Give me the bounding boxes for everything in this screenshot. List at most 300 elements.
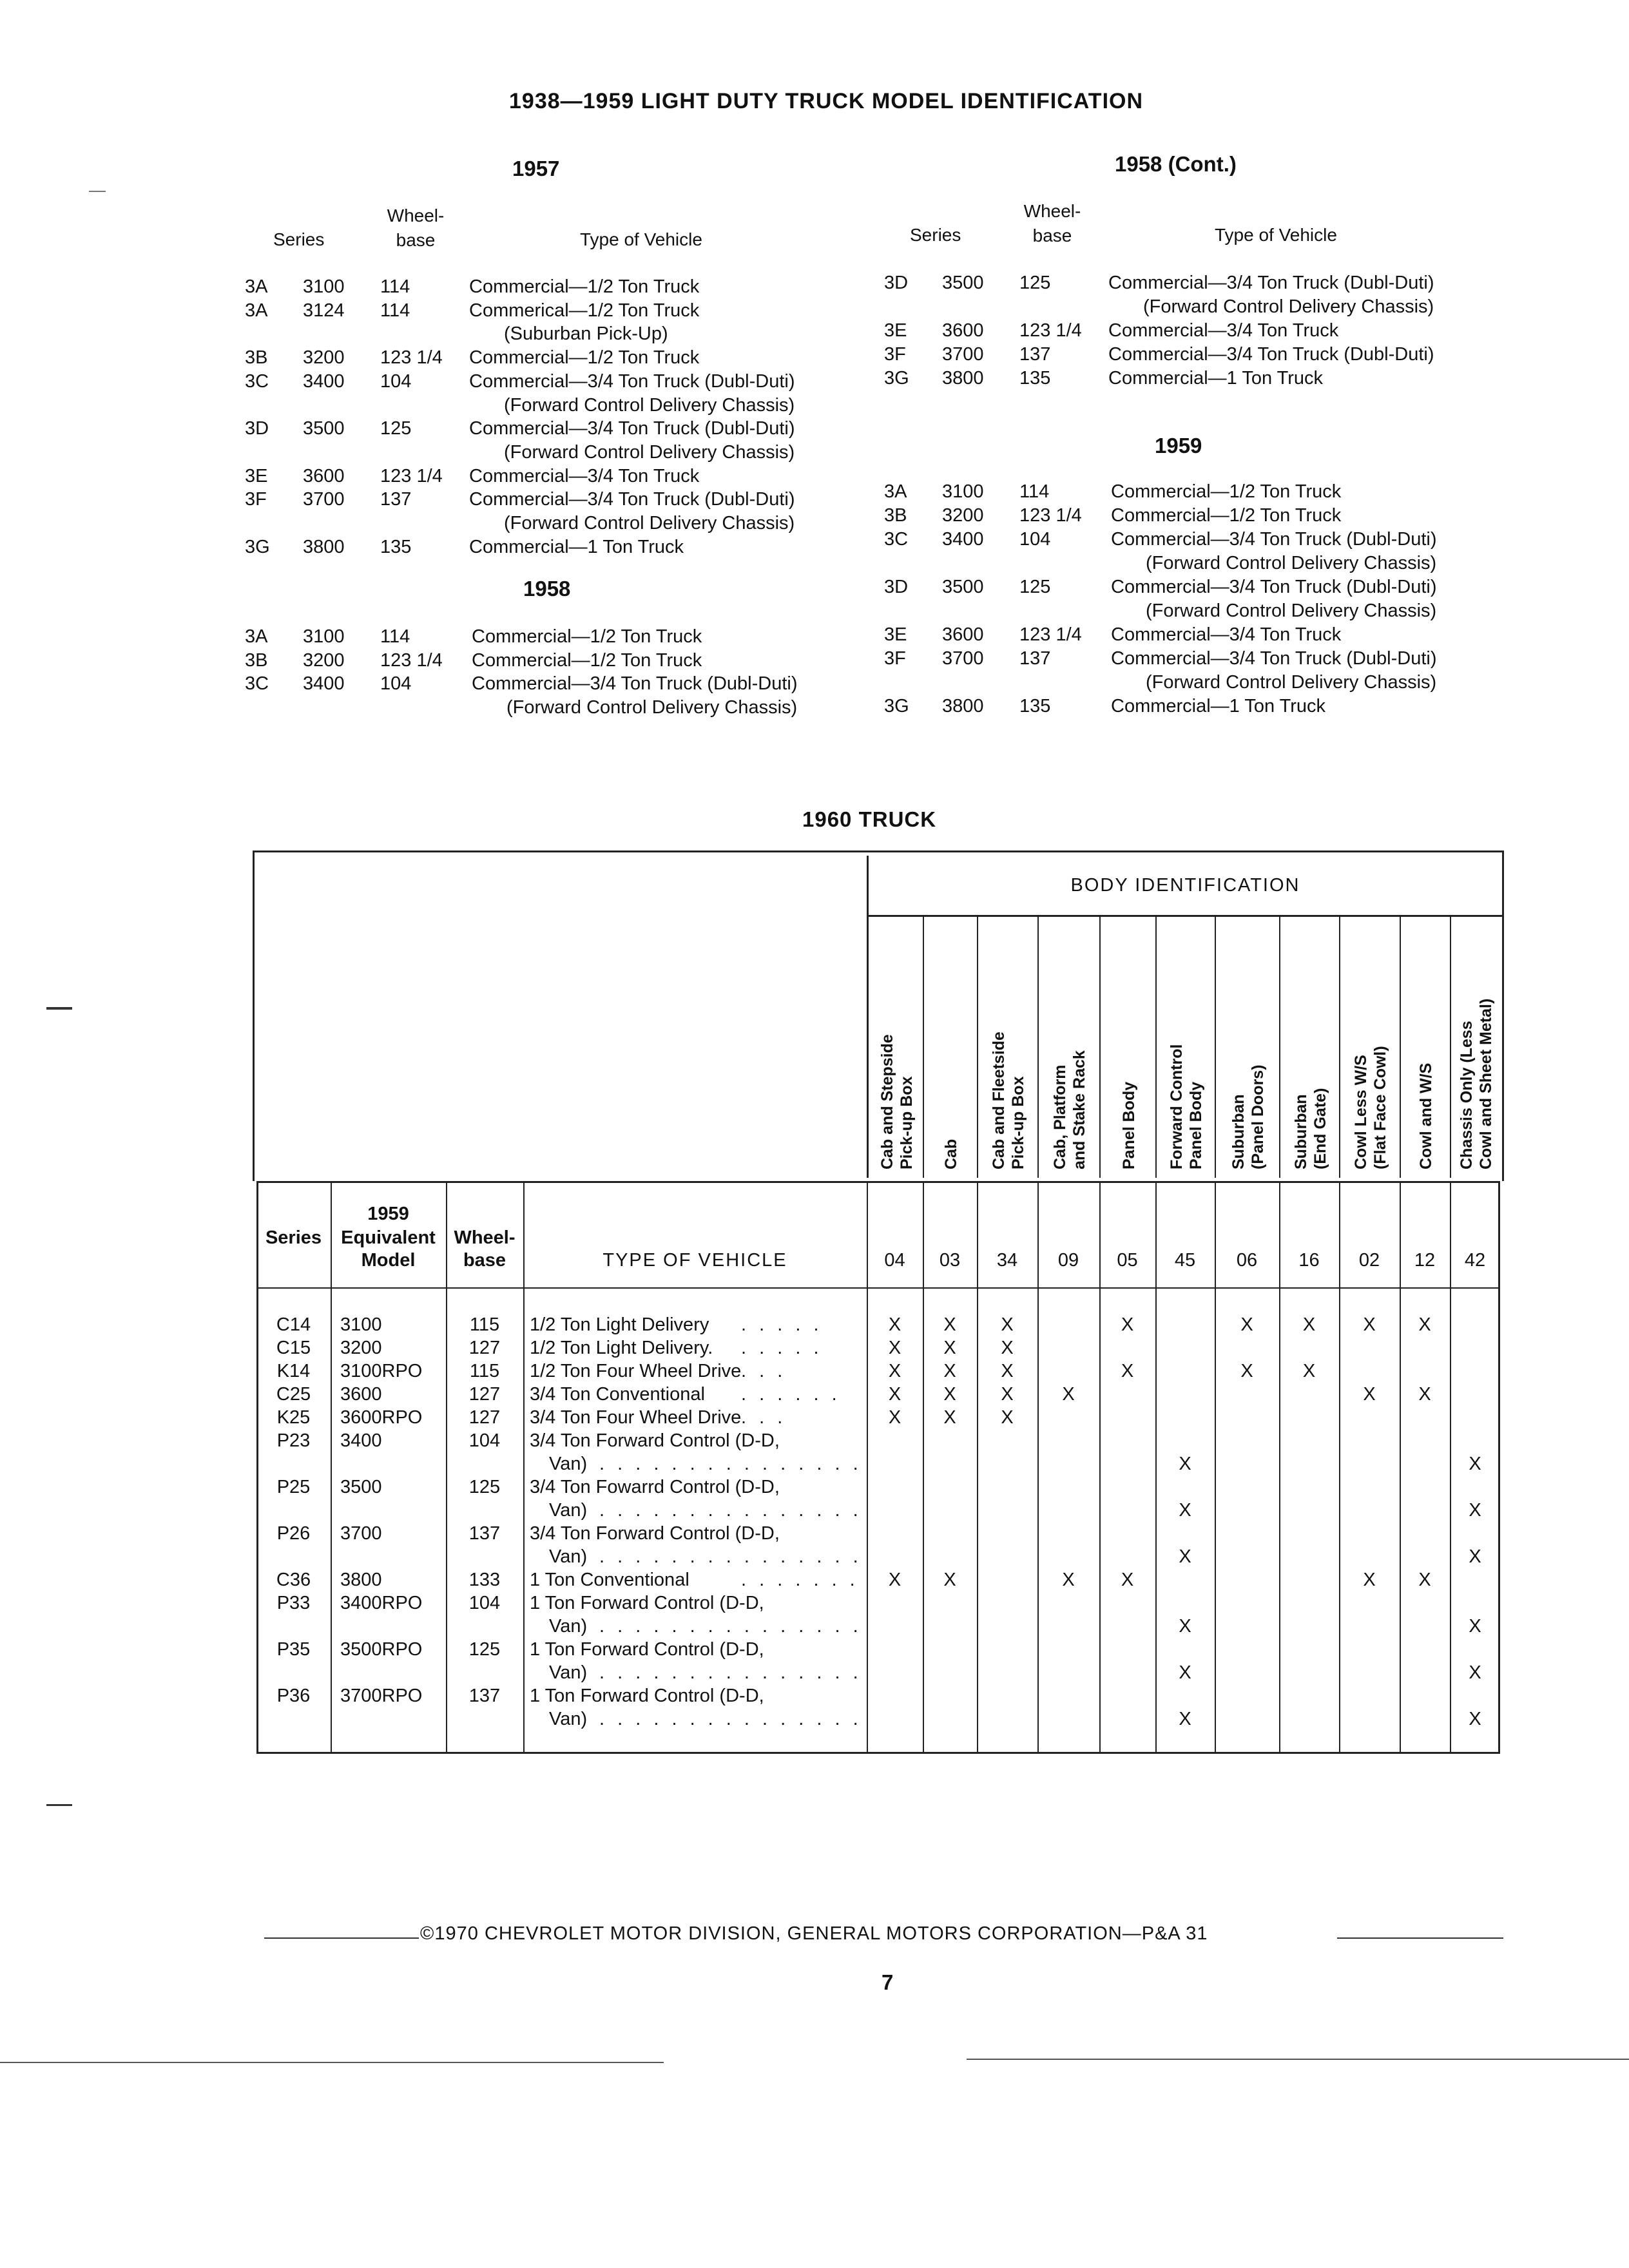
scan-line-bottom-right (967, 2059, 1629, 2060)
truck-1960-title: 1960 TRUCK (802, 807, 937, 831)
x-mark: X (1179, 1454, 1191, 1474)
row-wheelbase: 125 (468, 1639, 501, 1660)
footer-rule-right (1337, 1937, 1503, 1939)
body-type-header (1099, 915, 1157, 1178)
row-leader-dots: . . . (741, 1407, 787, 1428)
row-vehicle-type-continued: Van) (549, 1709, 588, 1729)
series-number: 3124 (303, 300, 345, 321)
body-identification-label-box (867, 856, 1502, 917)
list-item (245, 465, 889, 488)
series-number: 3800 (942, 696, 984, 716)
x-mark: X (1469, 1709, 1481, 1729)
body-type-label: Forward Control Panel Body (1168, 1044, 1205, 1169)
x-mark: X (1363, 1314, 1376, 1335)
wheelbase: 125 (380, 418, 412, 439)
row-vehicle-type-continued: Van) (549, 1616, 588, 1637)
body-type-header (1400, 915, 1451, 1178)
vehicle-type: (Forward Control Delivery Chassis) (504, 513, 795, 533)
row-wheelbase: 127 (468, 1384, 501, 1405)
series-number: 3500 (303, 418, 345, 439)
x-mark: X (943, 1361, 956, 1381)
x-mark: X (1418, 1314, 1431, 1335)
vehicle-type: Commercial—1/2 Ton Truck (1111, 505, 1342, 526)
row-vehicle-type-continued: Van) (549, 1454, 588, 1474)
model-code: 3C (884, 529, 909, 550)
row-equivalent-model: 3700RPO (340, 1686, 423, 1706)
vehicle-type: Commercial—3/4 Ton Truck (Dubl-Duti) (1111, 648, 1437, 669)
scan-mark-2 (46, 1007, 72, 1010)
body-code-02: 02 (1358, 1250, 1380, 1271)
series-number: 3600 (303, 465, 345, 486)
year-heading-1957: 1957 (512, 157, 560, 180)
model-code: 3F (884, 344, 906, 365)
vehicle-type: (Forward Control Delivery Chassis) (504, 394, 795, 416)
wheelbase: 104 (380, 673, 412, 695)
vehicle-type: Commerical—1/2 Ton Truck (469, 300, 700, 321)
header-type-of-vehicle: TYPE OF VEHICLE (602, 1250, 787, 1271)
row-wheelbase: 127 (468, 1407, 501, 1428)
x-mark: X (1179, 1546, 1191, 1567)
body-type-label: Suburban (End Gate) (1291, 1088, 1329, 1169)
wheelbase: 123 1/4 (1019, 320, 1082, 341)
series-number: 3500 (942, 577, 984, 597)
body-type-label: Cowl Less W/S (Flat Face Cowl) (1352, 1046, 1389, 1169)
body-type-label: Cab (942, 1139, 960, 1169)
model-code: 3F (245, 489, 267, 510)
x-mark: X (1363, 1570, 1376, 1590)
series-number: 3100 (942, 481, 984, 502)
x-mark: X (1469, 1662, 1481, 1683)
list-item (884, 295, 1528, 319)
x-mark: X (943, 1384, 956, 1405)
row-wheelbase: 104 (468, 1593, 501, 1613)
model-code: 3E (884, 624, 907, 645)
series-number: 3700 (942, 344, 984, 365)
header-wheelbase-left: Wheel- base (387, 206, 445, 250)
series-number: 3600 (942, 624, 984, 645)
body-type-label: Panel Body (1119, 1081, 1138, 1169)
list-item (245, 346, 889, 370)
body-type-header (1450, 915, 1501, 1178)
series-number: 3600 (942, 320, 984, 341)
body-identification-label: BODY IDENTIFICATION (1070, 875, 1300, 896)
row-vehicle-type-continued: Van) (549, 1662, 588, 1683)
model-code: 3D (884, 577, 909, 597)
wheelbase: 104 (380, 370, 412, 392)
series-number: 3400 (942, 529, 984, 550)
x-mark: X (888, 1361, 901, 1381)
body-type-header (977, 915, 1039, 1178)
vehicle-type: Commercial—3/4 Ton Truck (469, 465, 700, 486)
wheelbase: 125 (1019, 273, 1051, 293)
wheelbase: 137 (1019, 648, 1051, 669)
body-type-header (1037, 915, 1101, 1178)
x-mark: X (1001, 1314, 1014, 1335)
x-mark: X (1001, 1384, 1014, 1405)
row-series: P23 (276, 1430, 311, 1451)
x-mark: X (888, 1570, 901, 1590)
x-mark: X (888, 1407, 901, 1428)
model-code: 3G (884, 368, 909, 389)
x-mark: X (888, 1314, 901, 1335)
vehicle-type: Commercial—1/2 Ton Truck (469, 347, 700, 369)
vehicle-type: (Forward Control Delivery Chassis) (1146, 601, 1437, 621)
row-series: K14 (276, 1361, 311, 1381)
x-mark: X (1469, 1546, 1481, 1567)
row-series: P36 (276, 1686, 311, 1706)
header-equivalent-line1: 1959 (367, 1204, 409, 1224)
model-code: 3B (884, 505, 907, 526)
year-heading-1958-cont: 1958 (Cont.) (1115, 152, 1237, 176)
list-item (245, 649, 889, 673)
series-number: 3200 (303, 347, 345, 369)
page-title: 1938—1959 LIGHT DUTY TRUCK MODEL IDENTIFICATION (509, 89, 1144, 113)
vehicle-type: Commercial—1/2 Ton Truck (472, 649, 702, 671)
wheelbase: 123 1/4 (1019, 505, 1082, 526)
row-equivalent-model: 3500 (340, 1477, 382, 1497)
row-vehicle-type: 1/2 Ton Light Delivery. (530, 1338, 713, 1358)
list-item (245, 322, 889, 346)
list-item (884, 480, 1528, 504)
row-leader-dots: . . . (741, 1361, 787, 1381)
x-mark: X (1302, 1314, 1316, 1335)
row-equivalent-model: 3500RPO (340, 1639, 423, 1660)
body-code-03: 03 (939, 1250, 961, 1271)
list-item (884, 343, 1528, 367)
x-mark: X (1062, 1570, 1075, 1590)
series-number: 3100 (303, 626, 345, 647)
row-vehicle-type: 1/2 Ton Light Delivery (530, 1314, 709, 1335)
vehicle-type: Commercial—3/4 Ton Truck (Dubl-Duti) (469, 418, 795, 439)
wheelbase: 135 (1019, 368, 1051, 389)
list-item (884, 599, 1528, 623)
list-item (884, 647, 1528, 671)
row-wheelbase: 115 (469, 1314, 500, 1335)
row-equivalent-model: 3200 (340, 1338, 382, 1358)
series-number: 3500 (942, 273, 984, 293)
list-item (884, 319, 1528, 343)
row-wheelbase: 133 (468, 1570, 501, 1590)
model-code: 3D (884, 273, 909, 293)
x-mark: X (943, 1407, 956, 1428)
row-vehicle-type: 1/2 Ton Four Wheel Drive (530, 1361, 742, 1381)
header-type-left: Type of Vehicle (580, 229, 702, 249)
list-item (884, 271, 1528, 295)
row-leader-dots: . . . . . . . . . . . . . . . (599, 1616, 862, 1637)
x-mark: X (1418, 1384, 1431, 1405)
x-mark: X (1001, 1407, 1014, 1428)
series-number: 3200 (303, 649, 345, 671)
x-mark: X (1469, 1500, 1481, 1521)
vehicle-type: Commercial—3/4 Ton Truck (Dubl-Duti) (1108, 273, 1434, 293)
model-code: 3B (245, 649, 268, 671)
header-series: Series (265, 1227, 322, 1248)
model-code: 3A (245, 276, 268, 297)
series-number: 3400 (303, 673, 345, 695)
wheelbase: 104 (1019, 529, 1051, 550)
row-series: C25 (276, 1384, 311, 1405)
series-number: 3200 (942, 505, 984, 526)
vehicle-type: (Forward Control Delivery Chassis) (1146, 553, 1437, 573)
table-header-separator (256, 1287, 1500, 1289)
wheelbase: 114 (380, 276, 410, 297)
year-heading-1959: 1959 (1155, 434, 1202, 457)
row-leader-dots: . . . . . . (741, 1384, 841, 1405)
series-number: 3100 (303, 276, 345, 297)
series-number: 3700 (303, 489, 345, 510)
wheelbase: 123 1/4 (380, 347, 443, 369)
x-mark: X (1240, 1361, 1253, 1381)
row-leader-dots: . . . . . . . (741, 1570, 859, 1590)
series-number: 3800 (303, 536, 345, 557)
wheelbase: 135 (1019, 696, 1051, 716)
x-mark: X (943, 1314, 956, 1335)
model-code: 3B (245, 347, 268, 369)
row-vehicle-type: 1 Ton Conventional (530, 1570, 689, 1590)
wheelbase: 137 (1019, 344, 1051, 365)
row-wheelbase: 127 (468, 1338, 501, 1358)
list-item (245, 625, 889, 649)
list-item (884, 528, 1528, 552)
x-mark: X (1121, 1570, 1134, 1590)
vehicle-type: Commercial—3/4 Ton Truck (Dubl-Duti) (1111, 529, 1437, 550)
vehicle-type: (Forward Control Delivery Chassis) (504, 441, 795, 463)
x-mark: X (1001, 1338, 1014, 1358)
model-code: 3A (245, 300, 268, 321)
body-type-header (1155, 915, 1216, 1178)
x-mark: X (1062, 1384, 1075, 1405)
vehicle-type: Commercial—3/4 Ton Truck (1108, 320, 1339, 341)
row-leader-dots: . . . . . . . . . . . . . . . (599, 1500, 862, 1521)
list-item (245, 696, 889, 720)
header-equivalent-line2: Equivalent (341, 1227, 436, 1248)
vehicle-type: Commercial—1/2 Ton Truck (469, 276, 700, 297)
series-number: 3800 (942, 368, 984, 389)
body-type-label: Cab and Fleetside Pick-up Box (990, 1032, 1027, 1169)
body-type-label: Cowl and W/S (1417, 1062, 1435, 1169)
row-wheelbase: 104 (468, 1430, 501, 1451)
body-type-label: Chassis Only (Less Cowl and Sheet Metal) (1458, 998, 1495, 1169)
vehicle-type: Commercial—3/4 Ton Truck (Dubl-Duti) (472, 673, 798, 695)
list-item (245, 488, 889, 512)
x-mark: X (1469, 1616, 1481, 1637)
x-mark: X (1469, 1454, 1481, 1474)
row-equivalent-model: 3600 (340, 1384, 382, 1405)
list-item (245, 275, 889, 299)
row-leader-dots: . . . . . (741, 1314, 823, 1335)
row-series: C36 (276, 1570, 311, 1590)
row-leader-dots: . . . . . . . . . . . . . . . (599, 1546, 862, 1567)
list-item (245, 394, 889, 418)
model-code: 3G (245, 536, 270, 557)
header-wheelbase-line1: Wheel- (454, 1227, 516, 1248)
body-code-42: 42 (1464, 1250, 1486, 1271)
series-number: 3400 (303, 370, 345, 392)
model-code: 3E (884, 320, 907, 341)
list-item (245, 299, 889, 323)
row-series: P33 (276, 1593, 311, 1613)
x-mark: X (1240, 1314, 1253, 1335)
row-series: P25 (276, 1477, 311, 1497)
list-item (245, 417, 889, 441)
row-wheelbase: 137 (468, 1523, 501, 1544)
footer-rule-left (264, 1937, 419, 1939)
list-item (884, 552, 1528, 575)
x-mark: X (1121, 1361, 1134, 1381)
vehicle-type: (Suburban Pick-Up) (504, 323, 668, 345)
row-leader-dots: . . . . . . . . . . . . . . . (599, 1709, 862, 1729)
body-code-04: 04 (884, 1250, 905, 1271)
body-type-header (1215, 915, 1280, 1178)
row-series: K25 (276, 1407, 311, 1428)
model-code: 3G (884, 696, 909, 716)
row-series: C15 (276, 1338, 311, 1358)
vehicle-type: Commercial—1/2 Ton Truck (1111, 481, 1342, 502)
body-type-label: Cab and Stepside Pick-up Box (878, 1034, 916, 1169)
vehicle-type: Commercial—3/4 Ton Truck (Dubl-Duti) (469, 489, 795, 510)
row-equivalent-model: 3800 (340, 1570, 382, 1590)
x-mark: X (1179, 1709, 1191, 1729)
row-vehicle-type: 3/4 Ton Forward Control (D-D, (530, 1430, 780, 1451)
model-code: 3F (884, 648, 906, 669)
row-vehicle-type: 3/4 Ton Fowarrd Control (D-D, (530, 1477, 780, 1497)
body-type-label: Cab, Platform and Stake Rack (1051, 1050, 1088, 1169)
row-vehicle-type: 3/4 Ton Forward Control (D-D, (530, 1523, 780, 1544)
body-code-09: 09 (1057, 1250, 1079, 1271)
header-series-left: Series (273, 229, 325, 249)
wheelbase: 114 (380, 300, 410, 321)
header-wheelbase-right: Wheel- base (1023, 201, 1081, 245)
row-vehicle-type: 3/4 Ton Four Wheel Drive (530, 1407, 742, 1428)
x-mark: X (943, 1338, 956, 1358)
vehicle-type: Commercial—1 Ton Truck (1111, 696, 1326, 716)
vehicle-type: (Forward Control Delivery Chassis) (506, 697, 798, 718)
model-code: 3D (245, 418, 269, 439)
body-code-12: 12 (1414, 1250, 1436, 1271)
model-code: 3C (245, 673, 269, 695)
model-code: 3E (245, 465, 268, 486)
wheelbase: 125 (1019, 577, 1051, 597)
vehicle-type: Commercial—1 Ton Truck (469, 536, 684, 557)
vehicle-type: Commercial—3/4 Ton Truck (1111, 624, 1342, 645)
wheelbase: 123 1/4 (380, 465, 443, 486)
row-wheelbase: 115 (469, 1361, 500, 1381)
body-type-header (1339, 915, 1401, 1178)
row-leader-dots: . . . . . . . . . . . . . . . (599, 1662, 862, 1683)
list-item (884, 367, 1528, 390)
scan-mark-1 (89, 191, 106, 192)
x-mark: X (888, 1338, 901, 1358)
wheelbase: 135 (380, 536, 412, 557)
footer-copyright: ©1970 CHEVROLET MOTOR DIVISION, GENERAL MOTORS CORPORATION—P&A 31 (420, 1923, 1208, 1944)
scan-mark-3 (46, 1804, 72, 1806)
row-equivalent-model: 3700 (340, 1523, 382, 1544)
year-heading-1958: 1958 (523, 577, 571, 601)
x-mark: X (1001, 1361, 1014, 1381)
row-vehicle-type-continued: Van) (549, 1546, 588, 1567)
list-item (884, 575, 1528, 599)
row-vehicle-type: 1 Ton Forward Control (D-D, (530, 1639, 764, 1660)
model-code: 3A (884, 481, 907, 502)
x-mark: X (1302, 1361, 1316, 1381)
x-mark: X (1418, 1570, 1431, 1590)
x-mark: X (888, 1384, 901, 1405)
body-code-34: 34 (996, 1250, 1018, 1271)
body-code-05: 05 (1117, 1250, 1138, 1271)
row-leader-dots: . . . . . (741, 1338, 823, 1358)
wheelbase: 114 (1019, 481, 1050, 502)
row-wheelbase: 125 (468, 1477, 501, 1497)
list-item (245, 370, 889, 394)
list-item (884, 623, 1528, 647)
series-number: 3700 (942, 648, 984, 669)
x-mark: X (943, 1570, 956, 1590)
row-vehicle-type: 1 Ton Forward Control (D-D, (530, 1686, 764, 1706)
list-item (884, 671, 1528, 695)
x-mark: X (1179, 1662, 1191, 1683)
model-code: 3C (245, 370, 269, 392)
vehicle-type: (Forward Control Delivery Chassis) (1146, 672, 1437, 693)
row-vehicle-type: 3/4 Ton Conventional (530, 1384, 705, 1405)
row-equivalent-model: 3400 (340, 1430, 382, 1451)
row-vehicle-type: 1 Ton Forward Control (D-D, (530, 1593, 764, 1613)
wheelbase: 123 1/4 (380, 649, 443, 671)
body-type-header (867, 915, 925, 1178)
row-vehicle-type-continued: Van) (549, 1500, 588, 1521)
header-equivalent-line3: Model (361, 1250, 416, 1271)
header-series-right: Series (910, 225, 961, 245)
vehicle-type: Commercial—3/4 Ton Truck (Dubl-Duti) (1108, 344, 1434, 365)
list-item (884, 504, 1528, 528)
wheelbase: 123 1/4 (1019, 624, 1082, 645)
body-code-45: 45 (1174, 1250, 1196, 1271)
list-item (245, 535, 889, 559)
body-type-label: Suburban (Panel Doors) (1229, 1064, 1267, 1169)
list-item (245, 441, 889, 465)
header-wheelbase-line2: base (463, 1250, 506, 1271)
row-equivalent-model: 3100RPO (340, 1361, 423, 1381)
row-equivalent-model: 3600RPO (340, 1407, 423, 1428)
row-series: C14 (276, 1314, 311, 1335)
body-code-16: 16 (1298, 1250, 1320, 1271)
list-item (884, 695, 1528, 718)
x-mark: X (1121, 1314, 1134, 1335)
vehicle-type: Commercial—1 Ton Truck (1108, 368, 1324, 389)
vehicle-type: Commercial—3/4 Ton Truck (Dubl-Duti) (469, 370, 795, 392)
list-item (245, 672, 889, 696)
list-item (245, 512, 889, 535)
page-number: 7 (882, 1970, 894, 1994)
wheelbase: 114 (380, 626, 410, 647)
row-series: P35 (276, 1639, 311, 1660)
body-type-header (1279, 915, 1340, 1178)
x-mark: X (1363, 1384, 1376, 1405)
row-equivalent-model: 3100 (340, 1314, 382, 1335)
header-type-right: Type of Vehicle (1215, 225, 1337, 245)
row-series: P26 (276, 1523, 311, 1544)
row-leader-dots: . . . . . . . . . . . . . . . (599, 1454, 862, 1474)
vehicle-type: Commercial—3/4 Ton Truck (Dubl-Duti) (1111, 577, 1437, 597)
row-wheelbase: 137 (468, 1686, 501, 1706)
model-code: 3A (245, 626, 268, 647)
x-mark: X (1179, 1500, 1191, 1521)
row-equivalent-model: 3400RPO (340, 1593, 423, 1613)
body-code-06: 06 (1236, 1250, 1258, 1271)
vehicle-type: Commercial—1/2 Ton Truck (472, 626, 702, 647)
scan-line-bottom-left (0, 2062, 664, 2063)
x-mark: X (1179, 1616, 1191, 1637)
vehicle-type: (Forward Control Delivery Chassis) (1143, 296, 1434, 317)
